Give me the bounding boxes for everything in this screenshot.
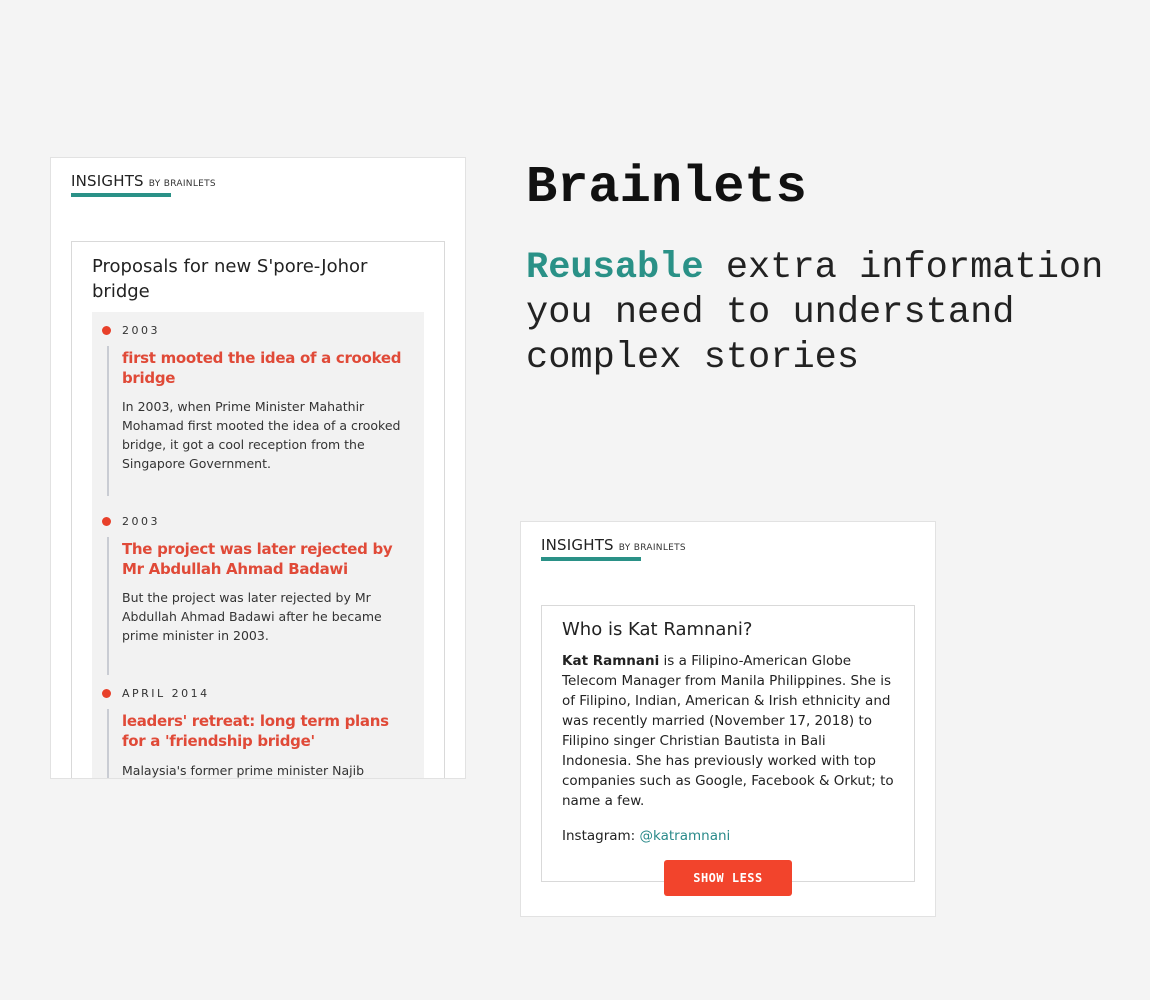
tagline-rest: extra information you need to understand complex stories: [526, 247, 1104, 379]
brand-main: INSIGHTS: [541, 536, 614, 554]
bio-text: [562, 651, 896, 811]
timeline-body: In 2003, when Prime Minister Mahathir Mohamad first mooted the idea of a crooked bridge, it got a cool reception from the Singapore Government.: [122, 399, 401, 471]
hero-title: Brainlets: [526, 158, 807, 217]
timeline-date: APRIL 2014: [122, 687, 210, 700]
social-label: Instagram:: [562, 828, 640, 844]
timeline-body: But the project was later rejected by Mr Abdullah Ahmad Badawi after he became prime minister in 2003.: [122, 590, 382, 643]
timeline-headline[interactable]: leaders' retreat: long term plans for a 'friendship bridge': [122, 712, 389, 750]
brand-underline: [71, 193, 171, 197]
timeline-line: [107, 346, 109, 496]
tagline-accent: Reusable: [526, 247, 704, 289]
brand-underline: [541, 557, 641, 561]
brand-main: INSIGHTS: [71, 172, 144, 190]
timeline-date: 2003: [122, 324, 160, 337]
bio-panel: [541, 605, 915, 882]
timeline-body: Malaysia's former prime minister Najib: [122, 763, 365, 778]
hero-tagline: [526, 246, 1126, 381]
show-less-button[interactable]: SHOW LESS: [664, 860, 792, 896]
timeline-title: Proposals for new S'pore-Johor bridge: [92, 256, 368, 302]
bio-title: Who is Kat Ramnani?: [562, 619, 753, 640]
timeline-dot-icon: [102, 689, 111, 698]
timeline-panel: [71, 241, 445, 779]
timeline-dot-icon: [102, 517, 111, 526]
timeline-headline[interactable]: first mooted the idea of a crooked bridge: [122, 349, 402, 387]
bio-name: Kat Ramnani: [562, 653, 660, 669]
brand-logo: [541, 536, 686, 561]
timeline-line: [107, 537, 109, 675]
timeline-dot-icon: [102, 326, 111, 335]
timeline-headline[interactable]: The project was later rejected by Mr Abdullah Ahmad Badawi: [122, 540, 393, 578]
bio-widget: [520, 521, 936, 917]
bio-description: is a Filipino-American Globe Telecom Manager from Manila Philippines. She is of Filipino, Indian, American & Irish ethnicity and was recently married (November 17, 2018) to Filipino singer Christian Bautista in Bali Indonesia. She has previously worked with top companies such as Google, Facebook & Orkut; to name a few.: [562, 653, 894, 809]
brand-logo: [71, 172, 216, 197]
bio-social: [562, 826, 730, 846]
brand-sub: BY BRAINLETS: [148, 179, 216, 189]
timeline-line: [107, 709, 109, 779]
timeline-date: 2003: [122, 515, 160, 528]
brand-sub: BY BRAINLETS: [618, 543, 686, 553]
timeline-widget: [50, 157, 466, 779]
instagram-link[interactable]: @katramnani: [639, 828, 731, 844]
timeline[interactable]: [92, 312, 424, 779]
